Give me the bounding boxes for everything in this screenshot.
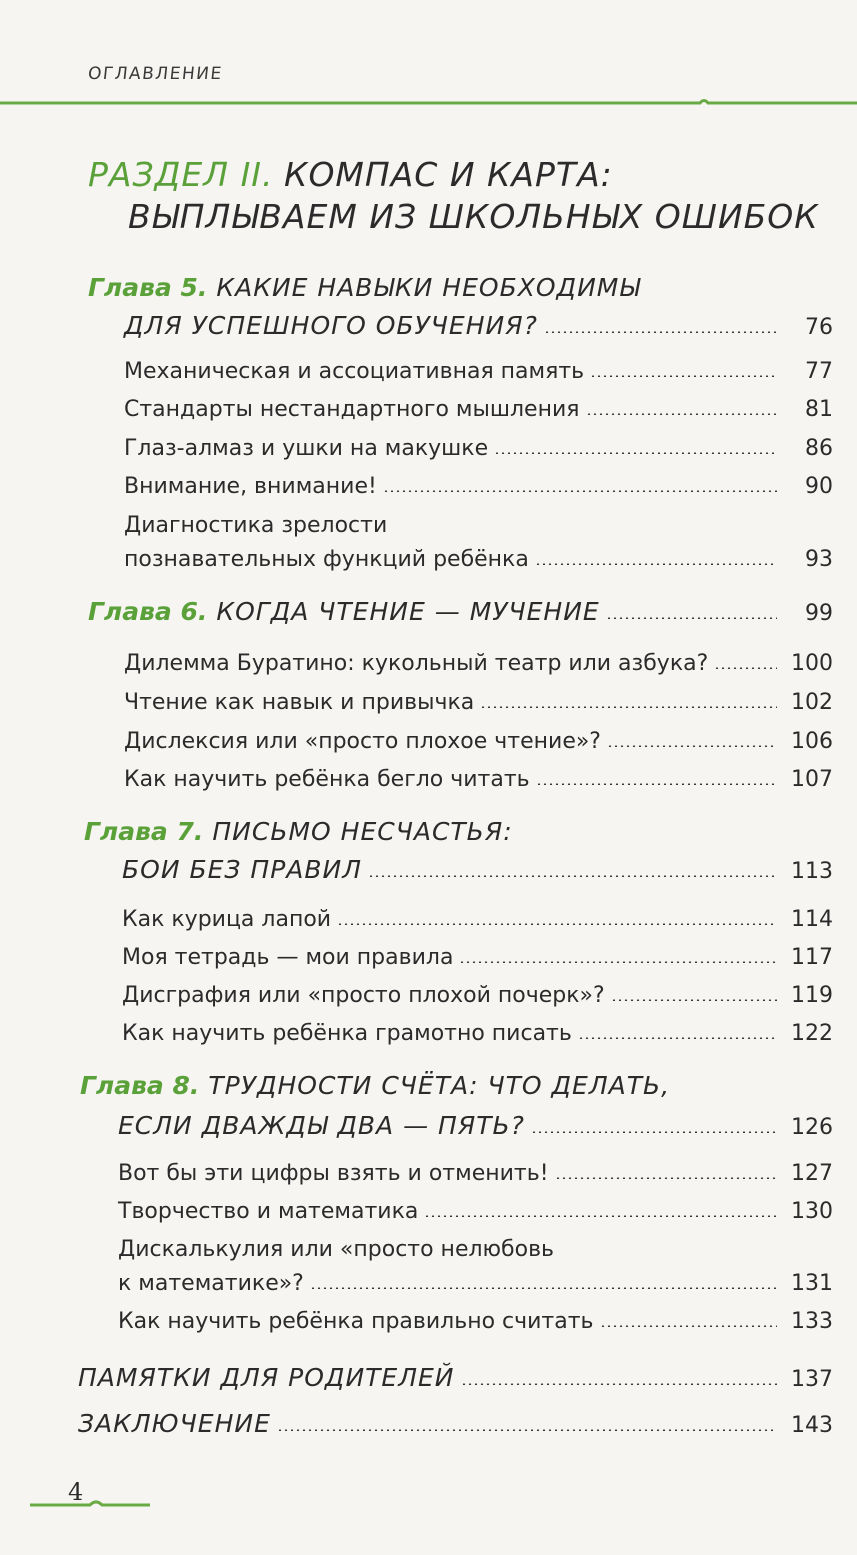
dot-leader bbox=[714, 667, 777, 669]
page-number: 133 bbox=[791, 1309, 833, 1334]
page-number: 131 bbox=[791, 1271, 833, 1296]
toc-entry[interactable] bbox=[118, 1262, 833, 1296]
dot-leader bbox=[536, 783, 777, 785]
section-label: РАЗДЕЛ II. bbox=[88, 155, 274, 194]
toc-entry[interactable] bbox=[124, 427, 833, 461]
section-title bbox=[88, 154, 819, 238]
page-number: 137 bbox=[791, 1367, 833, 1392]
entry-title: Механическая и ассоциативная память bbox=[124, 359, 585, 384]
entry-title: Вот бы эти цифры взять и отменить! bbox=[118, 1161, 549, 1186]
entry-title: Как научить ребёнка правильно считать bbox=[118, 1309, 594, 1334]
entry-title: к математике»? bbox=[118, 1271, 304, 1296]
page-number: 77 bbox=[805, 359, 833, 384]
page-number: 114 bbox=[791, 907, 833, 932]
entry-title: Диагностика зрелости bbox=[124, 513, 388, 538]
page-number: 117 bbox=[791, 945, 833, 970]
page-number: 99 bbox=[805, 601, 833, 626]
dot-leader bbox=[337, 923, 777, 925]
toc-entry[interactable] bbox=[124, 642, 833, 676]
toc-entry[interactable] bbox=[124, 388, 833, 422]
page-number: 90 bbox=[805, 474, 833, 499]
entry-title: Дисграфия или «просто плохой почерк»? bbox=[122, 983, 605, 1008]
toc-entry-memo[interactable] bbox=[78, 1358, 833, 1392]
toc-entry-line1[interactable] bbox=[124, 504, 833, 538]
entry-title: Моя тетрадь — мои правила bbox=[122, 945, 454, 970]
toc-entry[interactable] bbox=[118, 1106, 833, 1140]
entry-title: Творчество и математика bbox=[118, 1199, 419, 1224]
header-rule bbox=[0, 96, 857, 112]
toc-entry[interactable] bbox=[122, 936, 833, 970]
dot-leader bbox=[424, 1215, 777, 1217]
running-head: ОГЛАВЛЕНИЕ bbox=[86, 64, 224, 84]
page-number: 119 bbox=[791, 983, 833, 1008]
page-folio: 4 bbox=[68, 1478, 84, 1506]
dot-leader bbox=[600, 1325, 777, 1327]
chapter-title: КАКИЕ НАВЫКИ НЕОБХОДИМЫ bbox=[216, 273, 641, 302]
chapter-title: ДЛЯ УСПЕШНОГО ОБУЧЕНИЯ? bbox=[124, 311, 538, 340]
chapter-title: БОИ БЕЗ ПРАВИЛ bbox=[122, 855, 363, 884]
page-number: 93 bbox=[805, 547, 833, 572]
dot-leader bbox=[535, 563, 777, 565]
toc-entry[interactable] bbox=[122, 1012, 833, 1046]
dot-leader bbox=[555, 1177, 777, 1179]
toc-entry[interactable] bbox=[122, 850, 833, 884]
dot-leader bbox=[586, 413, 777, 415]
dot-leader bbox=[368, 875, 777, 877]
toc-entry-line1[interactable] bbox=[118, 1228, 833, 1262]
dot-leader bbox=[277, 1429, 777, 1431]
entry-title: Дислексия или «просто плохое чтение»? bbox=[124, 729, 601, 754]
page-number: 126 bbox=[791, 1115, 833, 1140]
entry-title: Внимание, внимание! bbox=[124, 474, 377, 499]
chapter-label: Глава 5. bbox=[88, 273, 208, 302]
toc-entry[interactable] bbox=[122, 898, 833, 932]
dot-leader bbox=[544, 331, 777, 333]
dot-leader bbox=[611, 999, 777, 1001]
page-number: 130 bbox=[791, 1199, 833, 1224]
page-number: 107 bbox=[791, 767, 833, 792]
page-number: 122 bbox=[791, 1021, 833, 1046]
page-number: 100 bbox=[791, 651, 833, 676]
toc-entry[interactable] bbox=[124, 681, 833, 715]
page-number: 127 bbox=[791, 1161, 833, 1186]
chapter-title: ТРУДНОСТИ СЧЁТА: ЧТО ДЕЛАТЬ, bbox=[208, 1071, 671, 1100]
chapter-label: Глава 8. bbox=[80, 1071, 200, 1100]
page-number: 76 bbox=[805, 315, 833, 340]
toc-entry[interactable] bbox=[118, 1152, 833, 1186]
entry-title: Дискалькулия или «просто нелюбовь bbox=[118, 1237, 555, 1262]
entry-title: Дилемма Буратино: кукольный театр или азбука? bbox=[124, 651, 709, 676]
entry-title: познавательных функций ребёнка bbox=[124, 547, 529, 572]
dot-leader bbox=[480, 706, 777, 708]
dot-leader bbox=[578, 1037, 777, 1039]
entry-title: Как научить ребёнка бегло читать bbox=[124, 767, 530, 792]
section-title-line2: ВЫПЛЫВАЕМ ИЗ ШКОЛЬНЫХ ОШИБОК bbox=[128, 197, 819, 236]
chapter-8-heading[interactable] bbox=[80, 1066, 833, 1100]
dot-leader bbox=[607, 745, 777, 747]
dot-leader bbox=[494, 452, 777, 454]
entry-title: ЗАКЛЮЧЕНИЕ bbox=[78, 1409, 271, 1438]
toc-entry[interactable] bbox=[124, 538, 833, 572]
page-number: 81 bbox=[805, 397, 833, 422]
toc-entry-conclusion[interactable] bbox=[78, 1404, 833, 1438]
section-title-line1: КОМПАС И КАРТА: bbox=[284, 155, 613, 194]
dot-leader bbox=[590, 375, 777, 377]
footer-rule bbox=[30, 1496, 150, 1512]
page-number: 106 bbox=[791, 729, 833, 754]
entry-title: Глаз-алмаз и ушки на макушке bbox=[124, 436, 489, 461]
entry-title: ПАМЯТКИ ДЛЯ РОДИТЕЛЕЙ bbox=[78, 1363, 455, 1392]
toc-entry[interactable] bbox=[124, 306, 833, 340]
dot-leader bbox=[531, 1131, 777, 1133]
toc-entry[interactable] bbox=[124, 720, 833, 754]
toc-entry[interactable] bbox=[124, 758, 833, 792]
chapter-6-heading[interactable] bbox=[88, 592, 833, 626]
entry-title: Как научить ребёнка грамотно писать bbox=[122, 1021, 572, 1046]
toc-entry[interactable] bbox=[124, 465, 833, 499]
chapter-title: ПИСЬМО НЕСЧАСТЬЯ: bbox=[212, 817, 513, 846]
dot-leader bbox=[461, 1383, 777, 1385]
page-number: 143 bbox=[791, 1413, 833, 1438]
chapter-5-heading[interactable] bbox=[88, 268, 827, 302]
toc-entry[interactable] bbox=[118, 1190, 833, 1224]
dot-leader bbox=[310, 1287, 777, 1289]
chapter-label: Глава 6. bbox=[88, 597, 208, 626]
page-number: 102 bbox=[791, 690, 833, 715]
chapter-title: КОГДА ЧТЕНИЕ — МУЧЕНИЕ bbox=[216, 597, 600, 626]
page-number: 86 bbox=[805, 436, 833, 461]
toc-entry[interactable] bbox=[122, 974, 833, 1008]
chapter-label: Глава 7. bbox=[84, 817, 204, 846]
dot-leader bbox=[383, 490, 777, 492]
dot-leader bbox=[606, 617, 777, 619]
page-number: 113 bbox=[791, 859, 833, 884]
chapter-7-heading[interactable] bbox=[84, 812, 833, 846]
dot-leader bbox=[459, 961, 777, 963]
entry-title: Чтение как навык и привычка bbox=[124, 690, 475, 715]
toc-entry[interactable] bbox=[118, 1300, 833, 1334]
entry-title: Как курица лапой bbox=[122, 907, 332, 932]
chapter-title: ЕСЛИ ДВАЖДЫ ДВА — ПЯТЬ? bbox=[118, 1111, 525, 1140]
toc-entry[interactable] bbox=[124, 350, 833, 384]
entry-title: Стандарты нестандартного мышления bbox=[124, 397, 580, 422]
